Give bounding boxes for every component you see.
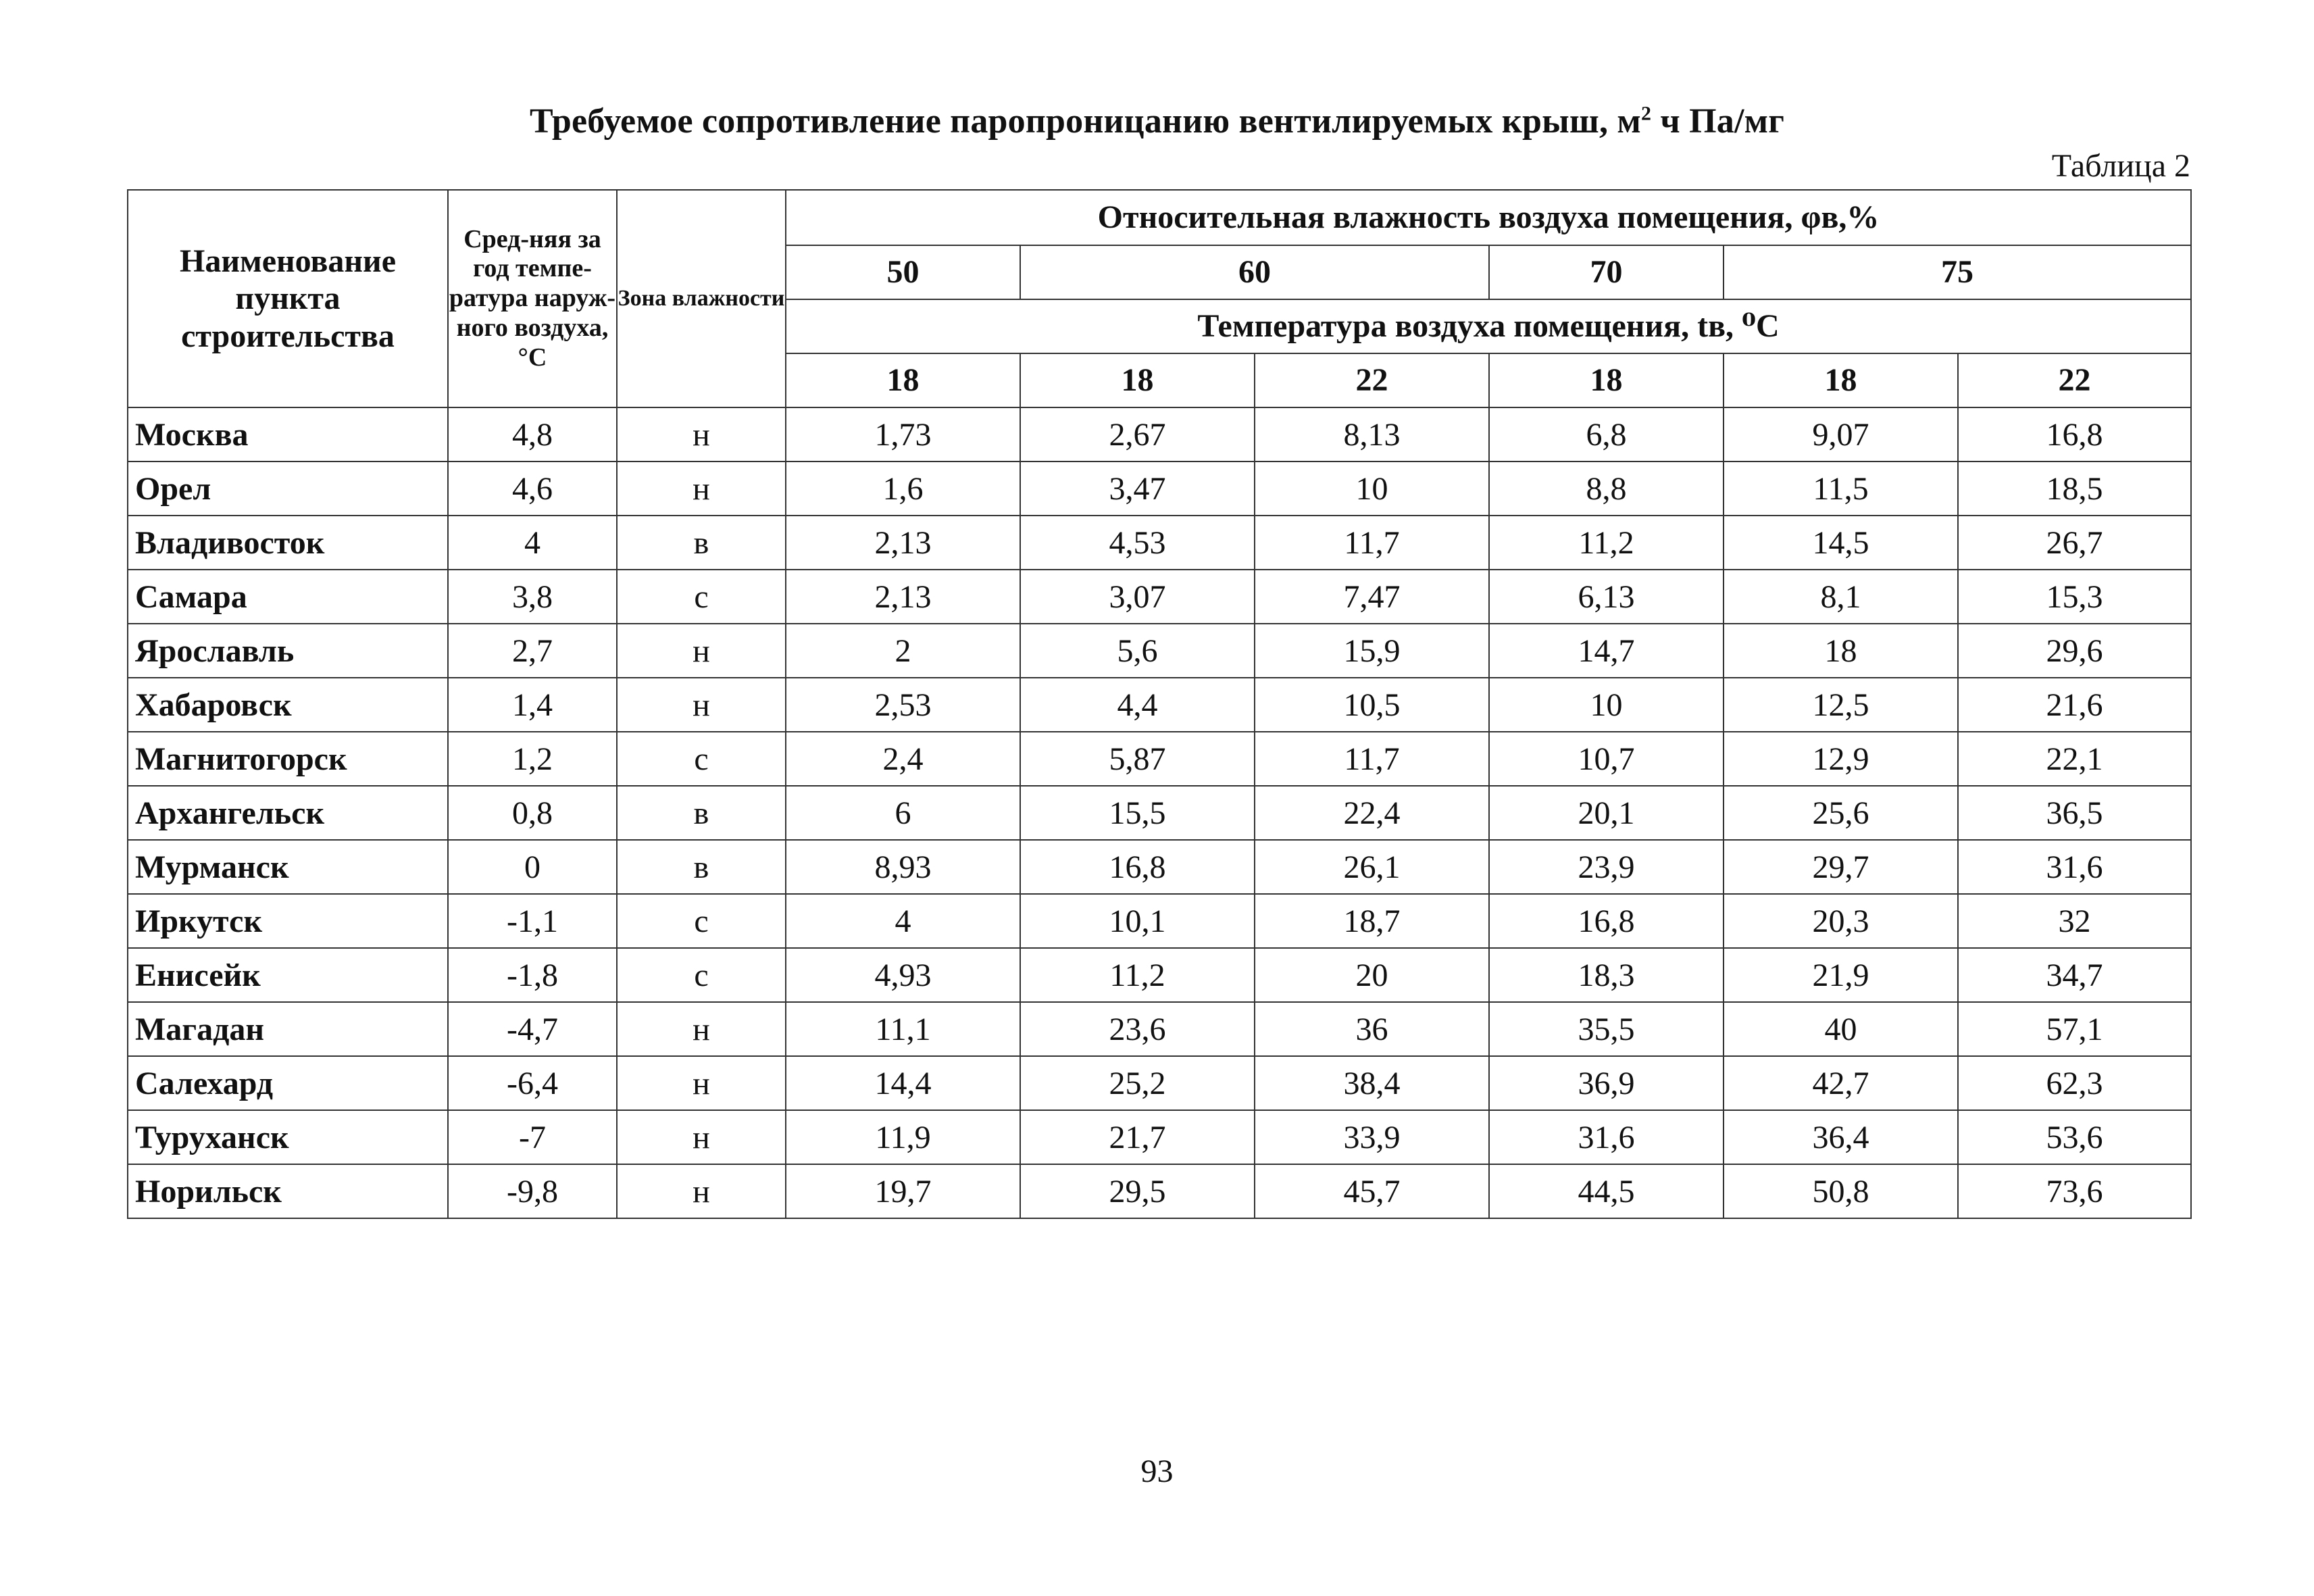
cell-value: 11,2 bbox=[1489, 516, 1724, 570]
cell-value: 4,93 bbox=[786, 948, 1020, 1002]
cell-value: 2,53 bbox=[786, 678, 1020, 732]
cell-value: 15,3 bbox=[1958, 570, 2191, 624]
cell-value: 18,7 bbox=[1255, 894, 1489, 948]
cell-value: 11,2 bbox=[1020, 948, 1255, 1002]
cell-city: Туруханск bbox=[128, 1110, 448, 1164]
cell-value: 5,6 bbox=[1020, 624, 1255, 678]
table-row bbox=[128, 1164, 2191, 1218]
cell-zone: н bbox=[617, 1164, 786, 1218]
cell-value: 14,4 bbox=[786, 1056, 1020, 1110]
cell-value: 14,5 bbox=[1724, 516, 1958, 570]
cell-value: 18,5 bbox=[1958, 462, 2191, 516]
cell-value: 21,7 bbox=[1020, 1110, 1255, 1164]
cell-value: 5,87 bbox=[1020, 732, 1255, 786]
cell-avg-temp: -6,4 bbox=[448, 1056, 617, 1110]
header-humidity-60: 60 bbox=[1020, 245, 1489, 299]
cell-city: Норильск bbox=[128, 1164, 448, 1218]
cell-value: 57,1 bbox=[1958, 1002, 2191, 1056]
cell-value: 4,53 bbox=[1020, 516, 1255, 570]
cell-value: 36,9 bbox=[1489, 1056, 1724, 1110]
cell-value: 29,5 bbox=[1020, 1164, 1255, 1218]
table-header bbox=[128, 190, 2191, 407]
header-temp-group: Температура воздуха помещения, tв, ⁰С bbox=[786, 299, 2191, 353]
cell-value: 12,5 bbox=[1724, 678, 1958, 732]
cell-value: 29,7 bbox=[1724, 840, 1958, 894]
cell-value: 6,8 bbox=[1489, 407, 1724, 462]
table-row bbox=[128, 624, 2191, 678]
cell-zone: н bbox=[617, 678, 786, 732]
table-row bbox=[128, 840, 2191, 894]
cell-avg-temp: 4 bbox=[448, 516, 617, 570]
cell-city: Ярославль bbox=[128, 624, 448, 678]
cell-avg-temp: 0,8 bbox=[448, 786, 617, 840]
table-row bbox=[128, 732, 2191, 786]
table-row bbox=[128, 948, 2191, 1002]
cell-value: 10,7 bbox=[1489, 732, 1724, 786]
cell-value: 26,1 bbox=[1255, 840, 1489, 894]
cell-value: 2,13 bbox=[786, 570, 1020, 624]
cell-value: 38,4 bbox=[1255, 1056, 1489, 1110]
cell-value: 8,13 bbox=[1255, 407, 1489, 462]
table-label: Таблица 2 bbox=[2051, 148, 2190, 184]
cell-value: 20 bbox=[1255, 948, 1489, 1002]
header-avg-temp: Сред-няя за год темпе-ратура наруж-ного воздуха, °С bbox=[448, 190, 617, 407]
cell-avg-temp: 1,2 bbox=[448, 732, 617, 786]
cell-city: Магадан bbox=[128, 1002, 448, 1056]
cell-zone: с bbox=[617, 732, 786, 786]
cell-value: 6 bbox=[786, 786, 1020, 840]
cell-city: Москва bbox=[128, 407, 448, 462]
cell-value: 31,6 bbox=[1958, 840, 2191, 894]
cell-avg-temp: -1,1 bbox=[448, 894, 617, 948]
cell-city: Самара bbox=[128, 570, 448, 624]
cell-value: 22,4 bbox=[1255, 786, 1489, 840]
cell-value: 12,9 bbox=[1724, 732, 1958, 786]
cell-avg-temp: 2,7 bbox=[448, 624, 617, 678]
cell-value: 21,6 bbox=[1958, 678, 2191, 732]
cell-value: 19,7 bbox=[786, 1164, 1020, 1218]
cell-value: 11,7 bbox=[1255, 732, 1489, 786]
cell-city: Иркутск bbox=[128, 894, 448, 948]
cell-avg-temp: -7 bbox=[448, 1110, 617, 1164]
cell-avg-temp: -1,8 bbox=[448, 948, 617, 1002]
table-row bbox=[128, 462, 2191, 516]
header-temp-2: 18 bbox=[1020, 353, 1255, 407]
cell-value: 26,7 bbox=[1958, 516, 2191, 570]
cell-value: 2,4 bbox=[786, 732, 1020, 786]
table-row bbox=[128, 1056, 2191, 1110]
cell-value: 45,7 bbox=[1255, 1164, 1489, 1218]
cell-value: 10 bbox=[1489, 678, 1724, 732]
cell-value: 29,6 bbox=[1958, 624, 2191, 678]
cell-avg-temp: 4,6 bbox=[448, 462, 617, 516]
cell-value: 73,6 bbox=[1958, 1164, 2191, 1218]
cell-zone: н bbox=[617, 407, 786, 462]
title-text: Требуемое сопротивление паропроницанию вентилируемых крыш, м bbox=[529, 102, 1641, 141]
cell-value: 10,1 bbox=[1020, 894, 1255, 948]
cell-value: 31,6 bbox=[1489, 1110, 1724, 1164]
cell-zone: н bbox=[617, 1002, 786, 1056]
cell-value: 35,5 bbox=[1489, 1002, 1724, 1056]
header-humidity-50: 50 bbox=[786, 245, 1020, 299]
cell-avg-temp: 1,4 bbox=[448, 678, 617, 732]
cell-value: 2 bbox=[786, 624, 1020, 678]
header-city: Наименование пункта строительства bbox=[128, 190, 448, 407]
cell-zone: в bbox=[617, 786, 786, 840]
cell-city: Магнитогорск bbox=[128, 732, 448, 786]
cell-value: 50,8 bbox=[1724, 1164, 1958, 1218]
cell-value: 36 bbox=[1255, 1002, 1489, 1056]
cell-value: 2,67 bbox=[1020, 407, 1255, 462]
table-row bbox=[128, 407, 2191, 462]
cell-value: 3,47 bbox=[1020, 462, 1255, 516]
cell-avg-temp: 3,8 bbox=[448, 570, 617, 624]
cell-value: 36,4 bbox=[1724, 1110, 1958, 1164]
cell-value: 7,47 bbox=[1255, 570, 1489, 624]
table-row bbox=[128, 678, 2191, 732]
header-row-1 bbox=[128, 190, 2191, 245]
cell-zone: с bbox=[617, 894, 786, 948]
cell-value: 33,9 bbox=[1255, 1110, 1489, 1164]
header-temp-1: 18 bbox=[786, 353, 1020, 407]
cell-value: 34,7 bbox=[1958, 948, 2191, 1002]
cell-value: 11,9 bbox=[786, 1110, 1020, 1164]
cell-value: 15,9 bbox=[1255, 624, 1489, 678]
header-temp-5: 18 bbox=[1724, 353, 1958, 407]
cell-zone: в bbox=[617, 840, 786, 894]
table-row bbox=[128, 570, 2191, 624]
cell-value: 20,1 bbox=[1489, 786, 1724, 840]
cell-value: 16,8 bbox=[1489, 894, 1724, 948]
cell-value: 11,5 bbox=[1724, 462, 1958, 516]
cell-zone: н bbox=[617, 462, 786, 516]
page-number: 93 bbox=[1140, 1453, 1174, 1489]
cell-zone: н bbox=[617, 1110, 786, 1164]
cell-zone: н bbox=[617, 1056, 786, 1110]
cell-value: 25,6 bbox=[1724, 786, 1958, 840]
cell-value: 40 bbox=[1724, 1002, 1958, 1056]
cell-value: 10 bbox=[1255, 462, 1489, 516]
cell-value: 23,9 bbox=[1489, 840, 1724, 894]
cell-value: 8,1 bbox=[1724, 570, 1958, 624]
cell-value: 36,5 bbox=[1958, 786, 2191, 840]
cell-city: Архангельск bbox=[128, 786, 448, 840]
cell-zone: н bbox=[617, 624, 786, 678]
cell-value: 1,6 bbox=[786, 462, 1020, 516]
cell-zone: в bbox=[617, 516, 786, 570]
cell-value: 62,3 bbox=[1958, 1056, 2191, 1110]
cell-value: 2,13 bbox=[786, 516, 1020, 570]
cell-value: 16,8 bbox=[1958, 407, 2191, 462]
cell-value: 44,5 bbox=[1489, 1164, 1724, 1218]
cell-city: Салехард bbox=[128, 1056, 448, 1110]
cell-value: 11,7 bbox=[1255, 516, 1489, 570]
cell-value: 42,7 bbox=[1724, 1056, 1958, 1110]
data-table bbox=[127, 189, 2192, 1219]
table-row bbox=[128, 894, 2191, 948]
header-humidity-70: 70 bbox=[1489, 245, 1724, 299]
header-zone: Зона влажности bbox=[617, 190, 786, 407]
cell-value: 4,4 bbox=[1020, 678, 1255, 732]
header-temp-3: 22 bbox=[1255, 353, 1489, 407]
table-row bbox=[128, 516, 2191, 570]
header-humidity-group: Относительная влажность воздуха помещения, φв,% bbox=[786, 190, 2191, 245]
cell-value: 16,8 bbox=[1020, 840, 1255, 894]
cell-avg-temp: -4,7 bbox=[448, 1002, 617, 1056]
header-temp-6: 22 bbox=[1958, 353, 2191, 407]
title-suffix: ч Па/мг bbox=[1651, 102, 1785, 141]
cell-value: 15,5 bbox=[1020, 786, 1255, 840]
cell-value: 18,3 bbox=[1489, 948, 1724, 1002]
table-row bbox=[128, 786, 2191, 840]
cell-value: 20,3 bbox=[1724, 894, 1958, 948]
cell-avg-temp: 0 bbox=[448, 840, 617, 894]
cell-avg-temp: -9,8 bbox=[448, 1164, 617, 1218]
cell-value: 21,9 bbox=[1724, 948, 1958, 1002]
cell-value: 6,13 bbox=[1489, 570, 1724, 624]
cell-city: Хабаровск bbox=[128, 678, 448, 732]
table-body bbox=[128, 407, 2191, 1218]
cell-value: 25,2 bbox=[1020, 1056, 1255, 1110]
document-title bbox=[0, 101, 2314, 141]
cell-value: 53,6 bbox=[1958, 1110, 2191, 1164]
header-temp-4: 18 bbox=[1489, 353, 1724, 407]
cell-value: 4 bbox=[786, 894, 1020, 948]
cell-value: 11,1 bbox=[786, 1002, 1020, 1056]
cell-value: 14,7 bbox=[1489, 624, 1724, 678]
cell-value: 18 bbox=[1724, 624, 1958, 678]
title-superscript: 2 bbox=[1641, 102, 1652, 125]
cell-city: Енисейк bbox=[128, 948, 448, 1002]
table-row bbox=[128, 1110, 2191, 1164]
header-humidity-75: 75 bbox=[1724, 245, 2191, 299]
table-row bbox=[128, 1002, 2191, 1056]
cell-zone: с bbox=[617, 570, 786, 624]
cell-city: Владивосток bbox=[128, 516, 448, 570]
cell-zone: с bbox=[617, 948, 786, 1002]
cell-value: 1,73 bbox=[786, 407, 1020, 462]
cell-avg-temp: 4,8 bbox=[448, 407, 617, 462]
cell-value: 22,1 bbox=[1958, 732, 2191, 786]
cell-value: 32 bbox=[1958, 894, 2191, 948]
cell-value: 3,07 bbox=[1020, 570, 1255, 624]
cell-value: 8,93 bbox=[786, 840, 1020, 894]
cell-value: 9,07 bbox=[1724, 407, 1958, 462]
cell-value: 8,8 bbox=[1489, 462, 1724, 516]
cell-value: 23,6 bbox=[1020, 1002, 1255, 1056]
cell-value: 10,5 bbox=[1255, 678, 1489, 732]
cell-city: Орел bbox=[128, 462, 448, 516]
cell-city: Мурманск bbox=[128, 840, 448, 894]
